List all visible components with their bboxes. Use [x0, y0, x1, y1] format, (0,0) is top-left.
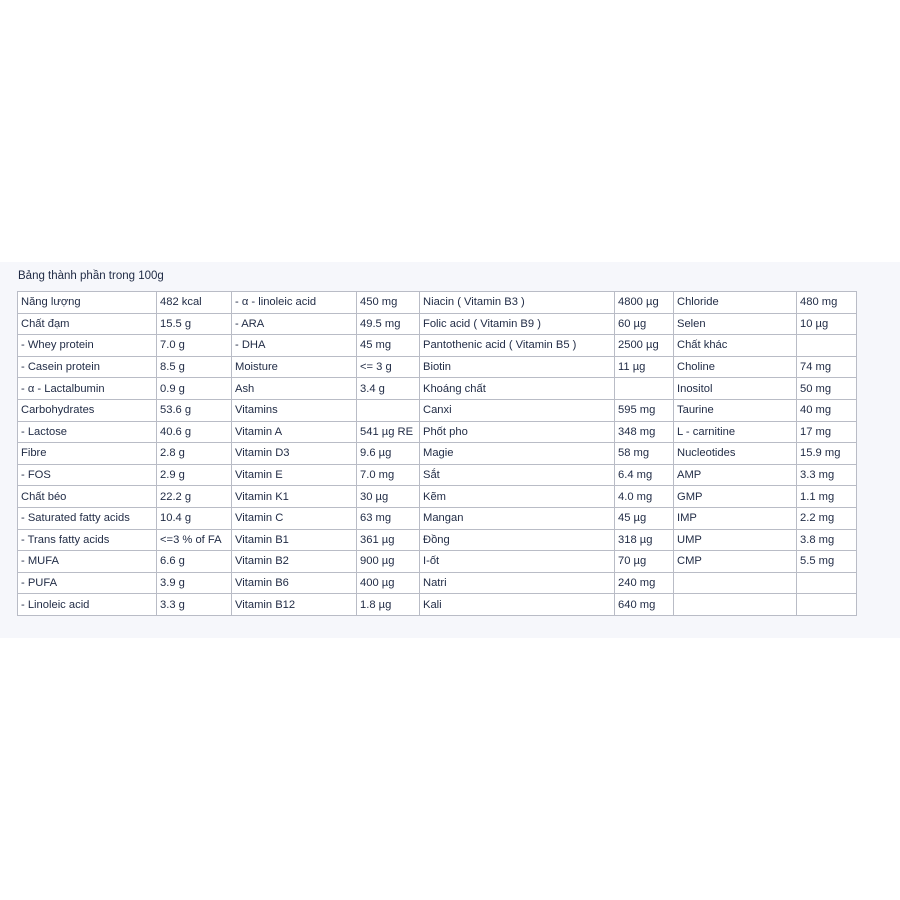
table-row: [18, 507, 857, 529]
nutrient-value-cell: 3.4 g: [357, 378, 420, 400]
nutrient-name-cell: Canxi: [420, 399, 615, 421]
nutrient-name-cell: - Casein protein: [18, 356, 157, 378]
nutrient-name-cell: Vitamins: [232, 399, 357, 421]
nutrient-name-cell: Folic acid ( Vitamin B9 ): [420, 313, 615, 335]
nutrient-value-cell: 74 mg: [797, 356, 857, 378]
nutrient-name-cell: Vitamin B12: [232, 594, 357, 616]
nutrient-value-cell: 900 µg: [357, 551, 420, 573]
nutrient-name-cell: Vitamin B1: [232, 529, 357, 551]
nutrient-value-cell: 40 mg: [797, 399, 857, 421]
nutrient-value-cell: 6.6 g: [157, 551, 232, 573]
nutrient-name-cell: Vitamin K1: [232, 486, 357, 508]
nutrient-value-cell: 4800 µg: [615, 292, 674, 314]
nutrient-name-cell: Năng lượng: [18, 292, 157, 314]
nutrient-value-cell: 15.9 mg: [797, 443, 857, 465]
nutrient-name-cell: Niacin ( Vitamin B3 ): [420, 292, 615, 314]
nutrient-name-cell: Khoáng chất: [420, 378, 615, 400]
nutrient-name-cell: Vitamin C: [232, 507, 357, 529]
nutrient-value-cell: [797, 572, 857, 594]
nutrient-value-cell: 480 mg: [797, 292, 857, 314]
nutrient-name-cell: Taurine: [674, 399, 797, 421]
nutrient-name-cell: Moisture: [232, 356, 357, 378]
table-row: [18, 551, 857, 573]
table-caption: Bảng thành phần trong 100g: [18, 270, 164, 282]
nutrient-name-cell: Magie: [420, 443, 615, 465]
nutrient-value-cell: 15.5 g: [157, 313, 232, 335]
nutrient-value-cell: 361 µg: [357, 529, 420, 551]
nutrient-name-cell: - Saturated fatty acids: [18, 507, 157, 529]
nutrition-table: [17, 291, 857, 616]
nutrient-name-cell: GMP: [674, 486, 797, 508]
nutrient-name-cell: - ARA: [232, 313, 357, 335]
nutrient-value-cell: 0.9 g: [157, 378, 232, 400]
nutrient-value-cell: 541 µg RE: [357, 421, 420, 443]
nutrient-value-cell: 1.1 mg: [797, 486, 857, 508]
nutrient-name-cell: - Linoleic acid: [18, 594, 157, 616]
nutrient-name-cell: Fibre: [18, 443, 157, 465]
table-row: [18, 464, 857, 486]
nutrient-value-cell: 3.9 g: [157, 572, 232, 594]
nutrient-value-cell: 10 µg: [797, 313, 857, 335]
nutrient-name-cell: [674, 572, 797, 594]
nutrient-value-cell: 240 mg: [615, 572, 674, 594]
nutrient-name-cell: Chloride: [674, 292, 797, 314]
nutrient-name-cell: - Whey protein: [18, 335, 157, 357]
nutrient-name-cell: Biotin: [420, 356, 615, 378]
nutrient-value-cell: 400 µg: [357, 572, 420, 594]
nutrient-value-cell: 2.2 mg: [797, 507, 857, 529]
nutrient-name-cell: CMP: [674, 551, 797, 573]
nutrient-name-cell: Vitamin B2: [232, 551, 357, 573]
nutrient-value-cell: 30 µg: [357, 486, 420, 508]
nutrient-name-cell: - Lactose: [18, 421, 157, 443]
nutrient-value-cell: 9.6 µg: [357, 443, 420, 465]
nutrient-value-cell: 2.8 g: [157, 443, 232, 465]
nutrient-value-cell: 450 mg: [357, 292, 420, 314]
nutrient-value-cell: 58 mg: [615, 443, 674, 465]
nutrient-value-cell: 348 mg: [615, 421, 674, 443]
nutrient-name-cell: Inositol: [674, 378, 797, 400]
table-row: [18, 313, 857, 335]
nutrient-value-cell: 63 mg: [357, 507, 420, 529]
nutrient-value-cell: <= 3 g: [357, 356, 420, 378]
table-row: [18, 594, 857, 616]
nutrient-value-cell: 7.0 mg: [357, 464, 420, 486]
nutrient-name-cell: Selen: [674, 313, 797, 335]
nutrient-name-cell: Vitamin D3: [232, 443, 357, 465]
nutrient-value-cell: 45 mg: [357, 335, 420, 357]
nutrient-name-cell: Chất béo: [18, 486, 157, 508]
nutrient-name-cell: - MUFA: [18, 551, 157, 573]
nutrient-name-cell: - α - linoleic acid: [232, 292, 357, 314]
table-row: [18, 335, 857, 357]
nutrient-name-cell: Choline: [674, 356, 797, 378]
nutrient-name-cell: - Trans fatty acids: [18, 529, 157, 551]
nutrient-name-cell: Đồng: [420, 529, 615, 551]
nutrient-value-cell: 53.6 g: [157, 399, 232, 421]
nutrient-name-cell: Chất khác: [674, 335, 797, 357]
nutrient-value-cell: 2.9 g: [157, 464, 232, 486]
nutrient-value-cell: 40.6 g: [157, 421, 232, 443]
nutrient-value-cell: 595 mg: [615, 399, 674, 421]
nutrient-value-cell: 49.5 mg: [357, 313, 420, 335]
nutrition-table-body: [18, 292, 857, 616]
nutrient-name-cell: L - carnitine: [674, 421, 797, 443]
nutrient-value-cell: 3.8 mg: [797, 529, 857, 551]
nutrient-name-cell: IMP: [674, 507, 797, 529]
table-row: [18, 356, 857, 378]
nutrient-name-cell: AMP: [674, 464, 797, 486]
table-row: [18, 421, 857, 443]
nutrient-name-cell: Vitamin E: [232, 464, 357, 486]
table-row: [18, 443, 857, 465]
nutrient-name-cell: Chất đạm: [18, 313, 157, 335]
table-row: [18, 399, 857, 421]
table-row: [18, 572, 857, 594]
nutrient-value-cell: 70 µg: [615, 551, 674, 573]
nutrient-name-cell: Nucleotides: [674, 443, 797, 465]
table-row: [18, 529, 857, 551]
nutrient-name-cell: - DHA: [232, 335, 357, 357]
table-row: [18, 292, 857, 314]
nutrient-name-cell: Carbohydrates: [18, 399, 157, 421]
nutrient-value-cell: 45 µg: [615, 507, 674, 529]
nutrient-name-cell: - α - Lactalbumin: [18, 378, 157, 400]
nutrient-name-cell: Natri: [420, 572, 615, 594]
nutrient-value-cell: [615, 378, 674, 400]
nutrient-name-cell: Vitamin B6: [232, 572, 357, 594]
table-row: [18, 486, 857, 508]
nutrient-name-cell: Ash: [232, 378, 357, 400]
nutrient-value-cell: 6.4 mg: [615, 464, 674, 486]
nutrient-value-cell: 17 mg: [797, 421, 857, 443]
nutrient-value-cell: 50 mg: [797, 378, 857, 400]
nutrient-name-cell: UMP: [674, 529, 797, 551]
nutrient-value-cell: [357, 399, 420, 421]
nutrient-value-cell: 2500 µg: [615, 335, 674, 357]
nutrient-value-cell: 7.0 g: [157, 335, 232, 357]
nutrient-name-cell: Kẽm: [420, 486, 615, 508]
nutrient-value-cell: 22.2 g: [157, 486, 232, 508]
table-row: [18, 378, 857, 400]
nutrient-value-cell: 4.0 mg: [615, 486, 674, 508]
nutrient-value-cell: <=3 % of FA: [157, 529, 232, 551]
nutrient-value-cell: [797, 594, 857, 616]
nutrient-name-cell: Phốt pho: [420, 421, 615, 443]
nutrient-value-cell: 1.8 µg: [357, 594, 420, 616]
nutrient-value-cell: 3.3 mg: [797, 464, 857, 486]
nutrient-value-cell: 640 mg: [615, 594, 674, 616]
nutrient-name-cell: Vitamin A: [232, 421, 357, 443]
nutrient-name-cell: Mangan: [420, 507, 615, 529]
nutrient-value-cell: 3.3 g: [157, 594, 232, 616]
nutrient-value-cell: 5.5 mg: [797, 551, 857, 573]
nutrient-value-cell: 482 kcal: [157, 292, 232, 314]
nutrient-name-cell: - FOS: [18, 464, 157, 486]
nutrient-name-cell: Sắt: [420, 464, 615, 486]
nutrient-name-cell: [674, 594, 797, 616]
nutrient-name-cell: Kali: [420, 594, 615, 616]
nutrient-value-cell: 318 µg: [615, 529, 674, 551]
nutrient-value-cell: 11 µg: [615, 356, 674, 378]
nutrient-value-cell: 10.4 g: [157, 507, 232, 529]
nutrient-value-cell: 8.5 g: [157, 356, 232, 378]
nutrient-name-cell: I-ốt: [420, 551, 615, 573]
nutrient-value-cell: [797, 335, 857, 357]
nutrient-value-cell: 60 µg: [615, 313, 674, 335]
nutrient-name-cell: Pantothenic acid ( Vitamin B5 ): [420, 335, 615, 357]
nutrient-name-cell: - PUFA: [18, 572, 157, 594]
